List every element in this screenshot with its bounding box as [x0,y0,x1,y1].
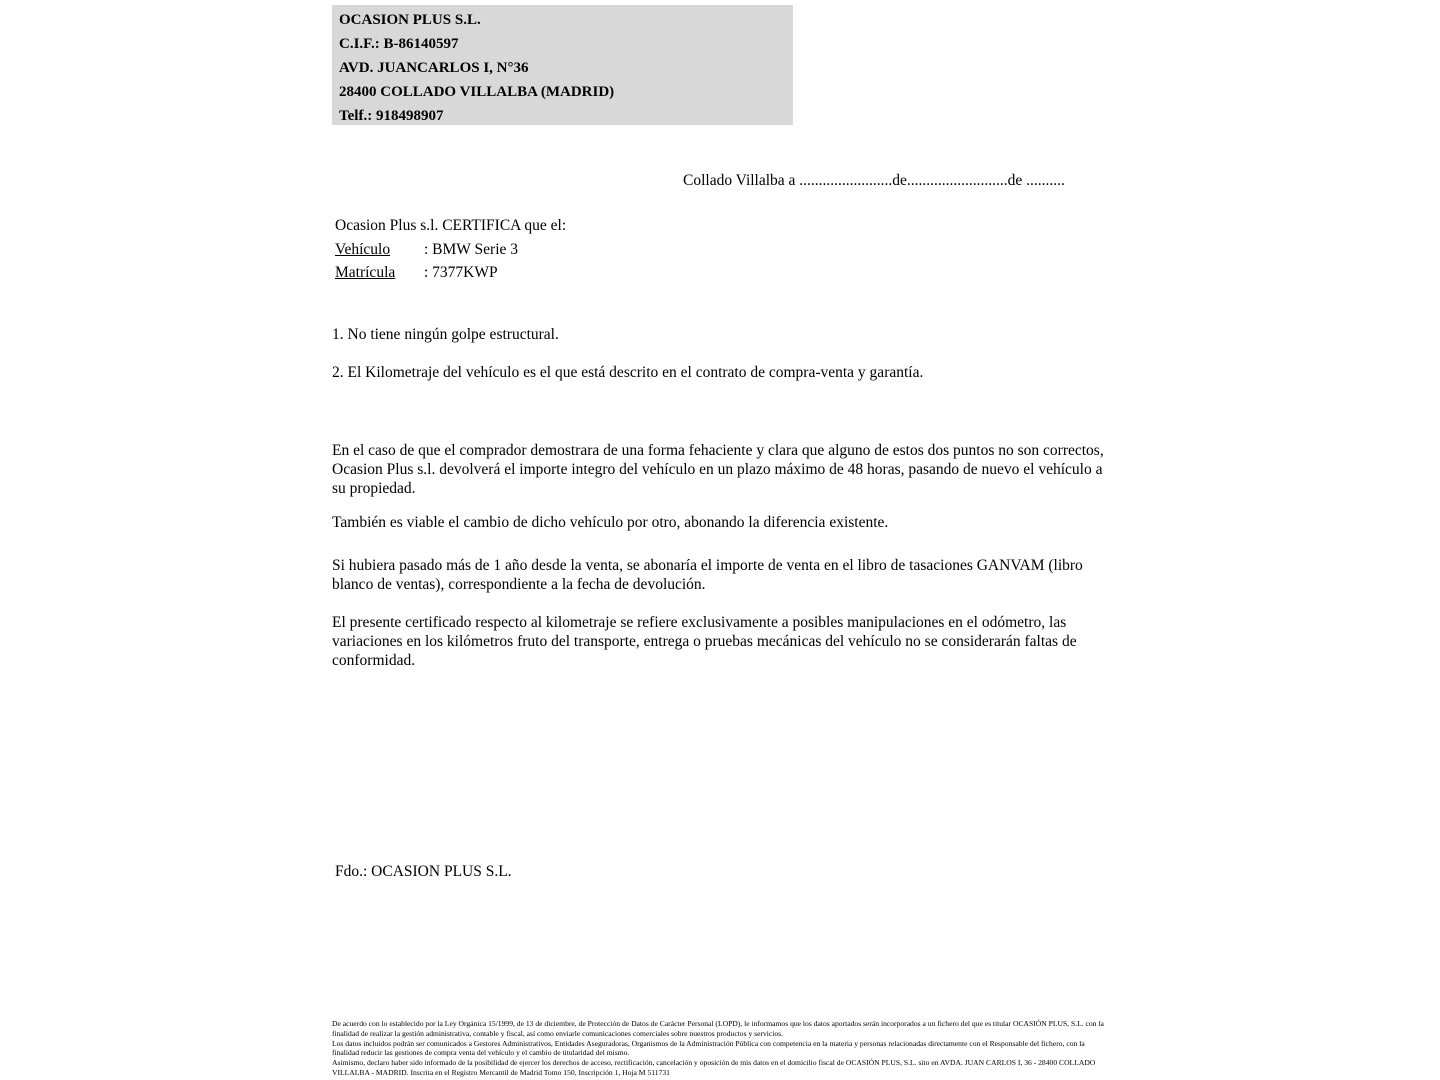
paragraph-exchange: También es viable el cambio de dicho vehículo por otro, abonando la diferencia existente. [332,514,889,531]
legal-paragraph-1: De acuerdo con lo establecido por la Ley Orgánica 15/1999, de 13 de diciembre, de Protección de Datos de Carácter Personal (LOPD), le informamos que los datos aportados serán incorporados a un fichero del que es titular OCASIÓN PLUS, S.L. con la finalidad de realizar la gestión administrativa, contable y fiscal, así como enviarle comunicaciones comerciales sobre nuestros productos y servicios. [332,1019,1104,1038]
legal-paragraph-3: Asimismo, declaro haber sido informado de la posibilidad de ejercer los derechos de acceso, rectificación, cancelación y oposición de mis datos en el domicilio fiscal de OCASIÓN PLUS, S.L. sito en AVDA. JUAN CARLOS I, 36 - 28400 COLLADO VILLALBA - MADRID. Inscrita en el Registro Mercantil de Madrid Tomo 150, Inscripción 1, Hoja M 511731 [332,1058,1096,1077]
company-name: OCASION PLUS S.L. [339,12,481,28]
company-cif: C.I.F.: B-86140597 [339,36,459,52]
vehicle-label-wrap [335,241,424,259]
legal-footer [332,1019,1110,1078]
company-phone: Telf.: 918498907 [339,108,444,124]
company-header-box [332,5,793,125]
plate-label-wrap [335,264,424,282]
company-city: 28400 COLLADO VILLALBA (MADRID) [339,84,615,100]
plate-row [335,264,498,282]
vehicle-label: Vehículo [335,241,391,258]
signature-line: Fdo.: OCASION PLUS S.L. [335,863,512,880]
certificate-point-1: 1. No tiene ningún golpe estructural. [332,326,559,343]
vehicle-value: : BMW Serie 3 [424,241,518,258]
date-line: Collado Villalba a ........................de..........................de .......... [683,172,1065,189]
plate-value: : 7377KWP [424,264,498,281]
legal-paragraph-2: Los datos incluidos podrán ser comunicados a Gestores Administrativos, Entidades Aseguradoras, Organismos de la Administración Pública con competencia en la materia y personas relacionadas directamente con el Responsable del fichero, con la finalidad reducir las gestiones de compra venta del vehículo y el cambio de titularidad del mismo. [332,1038,1085,1058]
certificate-point-2: 2. El Kilometraje del vehículo es el que está descrito en el contrato de compra-venta y garantía. [332,364,924,381]
vehicle-row [335,241,518,259]
certify-intro: Ocasion Plus s.l. CERTIFICA que el: [335,217,567,234]
paragraph-odometer: El presente certificado respecto al kilometraje se refiere exclusivamente a posibles manipulaciones en el odómetro, las variaciones en los kilómetros fruto del transporte, entrega o pruebas mecánicas del vehículo no se considerarán faltas de conformidad. [332,614,1077,669]
company-address: AVD. JUANCARLOS I, N°36 [339,60,529,76]
plate-label: Matrícula [335,264,396,281]
paragraph-refund: En el caso de que el comprador demostrara de una forma fehaciente y clara que alguno de estos dos puntos no son correctos, Ocasion Plus s.l. devolverá el importe integro del vehículo en un plazo máximo de 48 horas, pasando de nuevo el vehículo a su propiedad. [332,442,1104,497]
paragraph-ganvam: Si hubiera pasado más de 1 año desde la venta, se abonaría el importe de venta en el libro de tasaciones GANVAM (libro blanco de ventas), correspondiente a la fecha de devolución. [332,557,1083,593]
